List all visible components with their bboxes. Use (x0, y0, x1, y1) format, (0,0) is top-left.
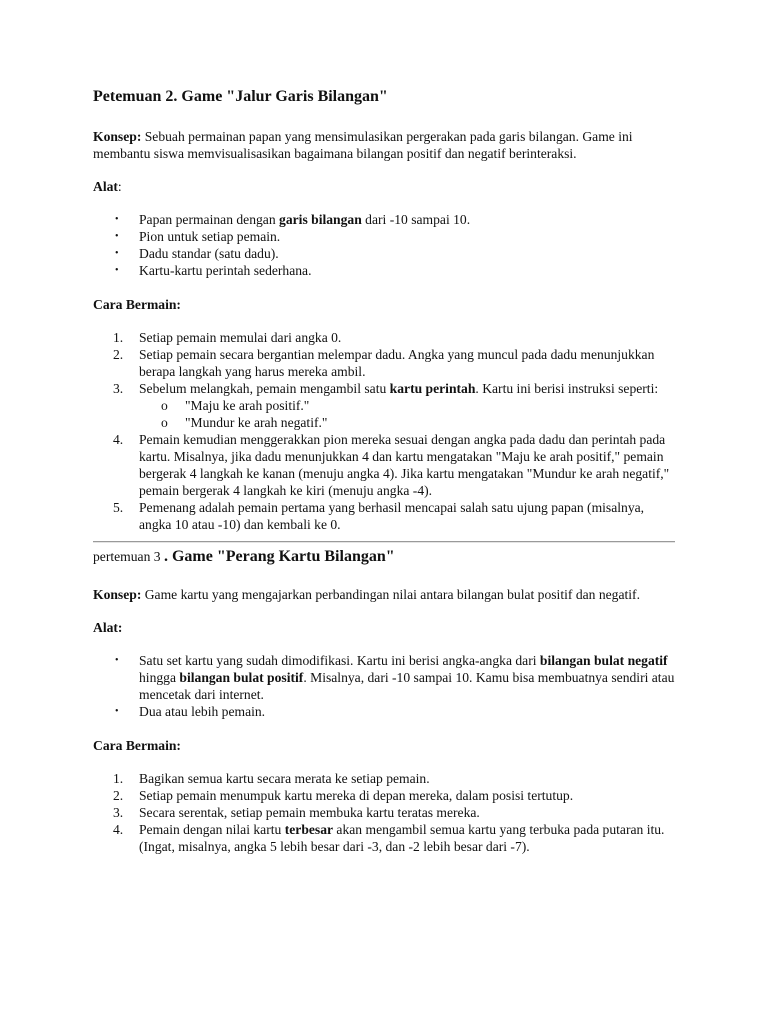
section-2-steps (93, 770, 678, 855)
circle-bullet-icon: o (161, 398, 168, 413)
list-item: • Satu set kartu yang sudah dimodifikasi. Kartu ini berisi angka-angka dari bilangan bulat negatif hingga bilangan bulat positif. Misalnya, dari -10 sampai 10. Kamu bisa membuatnya sendiri atau mencetak dari internet. (115, 653, 675, 702)
section-1-alat-heading (93, 178, 678, 195)
step-3-sublist (139, 397, 678, 431)
section-2-alat-list (93, 652, 678, 720)
sub-list-item: o "Maju ke arah positif." (161, 398, 310, 413)
section-1-steps (93, 329, 678, 533)
list-item: • Pion untuk setiap pemain. (115, 229, 281, 244)
konsep-label: Konsep: (93, 129, 142, 144)
document-page (93, 86, 678, 855)
step-item: 5. Pemenang adalah pemain pertama yang berhasil mencapai salah satu ujung papan (misalnya, angka 10 atau -10) dan kembali ke 0. (113, 500, 645, 532)
list-item: • Kartu-kartu perintah sederhana. (115, 263, 312, 278)
section-2-title (93, 546, 678, 568)
section-1-alat-list (93, 211, 678, 279)
bullet-icon: • (115, 265, 119, 276)
alat-colon: : (117, 179, 122, 194)
alat-label: Alat (93, 179, 118, 194)
list-item: • Papan permainan dengan garis bilangan dari -10 sampai 10. (115, 212, 471, 227)
section-1-title: Petemuan 2. Game "Jalur Garis Bilangan" (93, 88, 388, 105)
step-item: 1. Setiap pemain memulai dari angka 0. (113, 330, 342, 345)
section-2-konsep (93, 586, 678, 603)
step-item: 3. Sebelum melangkah, pemain mengambil satu kartu perintah. Kartu ini berisi instruksi seperti: o "Maju ke arah positif." o "Mundur ke arah negatif." (93, 380, 678, 431)
bullet-icon: • (115, 706, 119, 717)
section-2-title-main: . Game "Perang Kartu Bilangan" (163, 548, 395, 565)
bullet-icon: • (115, 655, 119, 666)
step-item: 2. Setiap pemain menumpuk kartu mereka di depan mereka, dalam posisi tertutup. (113, 788, 574, 803)
step-item: 2. Setiap pemain secara bergantian melempar dadu. Angka yang muncul pada dadu menunjukkan berapa langkah yang harus mereka ambil. (113, 347, 655, 379)
konsep-text: Game kartu yang mengajarkan perbandingan nilai antara bilangan bulat positif dan negatif. (141, 587, 640, 602)
step-item: 4. Pemain dengan nilai kartu terbesar akan mengambil semua kartu yang terbuka pada putaran itu. (Ingat, misalnya, angka 5 lebih besar dari -3, dan -2 lebih besar dari -7). (113, 822, 665, 854)
sub-list-item: o "Mundur ke arah negatif." (161, 415, 328, 430)
step-item: 1. Bagikan semua kartu secara merata ke setiap pemain. (113, 771, 430, 786)
list-item: • Dua atau lebih pemain. (115, 704, 266, 719)
list-item: • Dadu standar (satu dadu). (115, 246, 279, 261)
bullet-icon: • (115, 214, 119, 225)
section-1-cara-heading: Cara Bermain: (93, 297, 181, 312)
section-2-alat-heading: Alat: (93, 620, 123, 635)
section-divider (93, 541, 675, 543)
step-item: 4. Pemain kemudian menggerakkan pion mereka sesuai dengan angka pada dadu dan perintah pada kartu. Misalnya, jika dadu menunjukkan 4 dan kartu mengatakan "Maju ke arah positif," pemain bergerak 4 langkah ke kanan (menuju angka 4). Jika kartu mengatakan "Mundur ke arah negatif," pemain bergerak 4 langkah ke kiri (menuju angka -4). (113, 432, 670, 498)
bullet-icon: • (115, 231, 119, 242)
konsep-text: Sebuah permainan papan yang mensimulasikan pergerakan pada garis bilangan. Game ini membantu siswa memvisualisasikan bagaimana bilangan positif dan negatif berinteraksi. (93, 129, 633, 161)
section-1-konsep (93, 128, 678, 162)
section-2-title-prefix: pertemuan 3 (93, 549, 164, 564)
bullet-icon: • (115, 248, 119, 259)
section-2-cara-heading: Cara Bermain: (93, 738, 181, 753)
step-item: 3. Secara serentak, setiap pemain membuka kartu teratas mereka. (113, 805, 480, 820)
konsep-label: Konsep: (93, 587, 142, 602)
circle-bullet-icon: o (161, 415, 168, 430)
